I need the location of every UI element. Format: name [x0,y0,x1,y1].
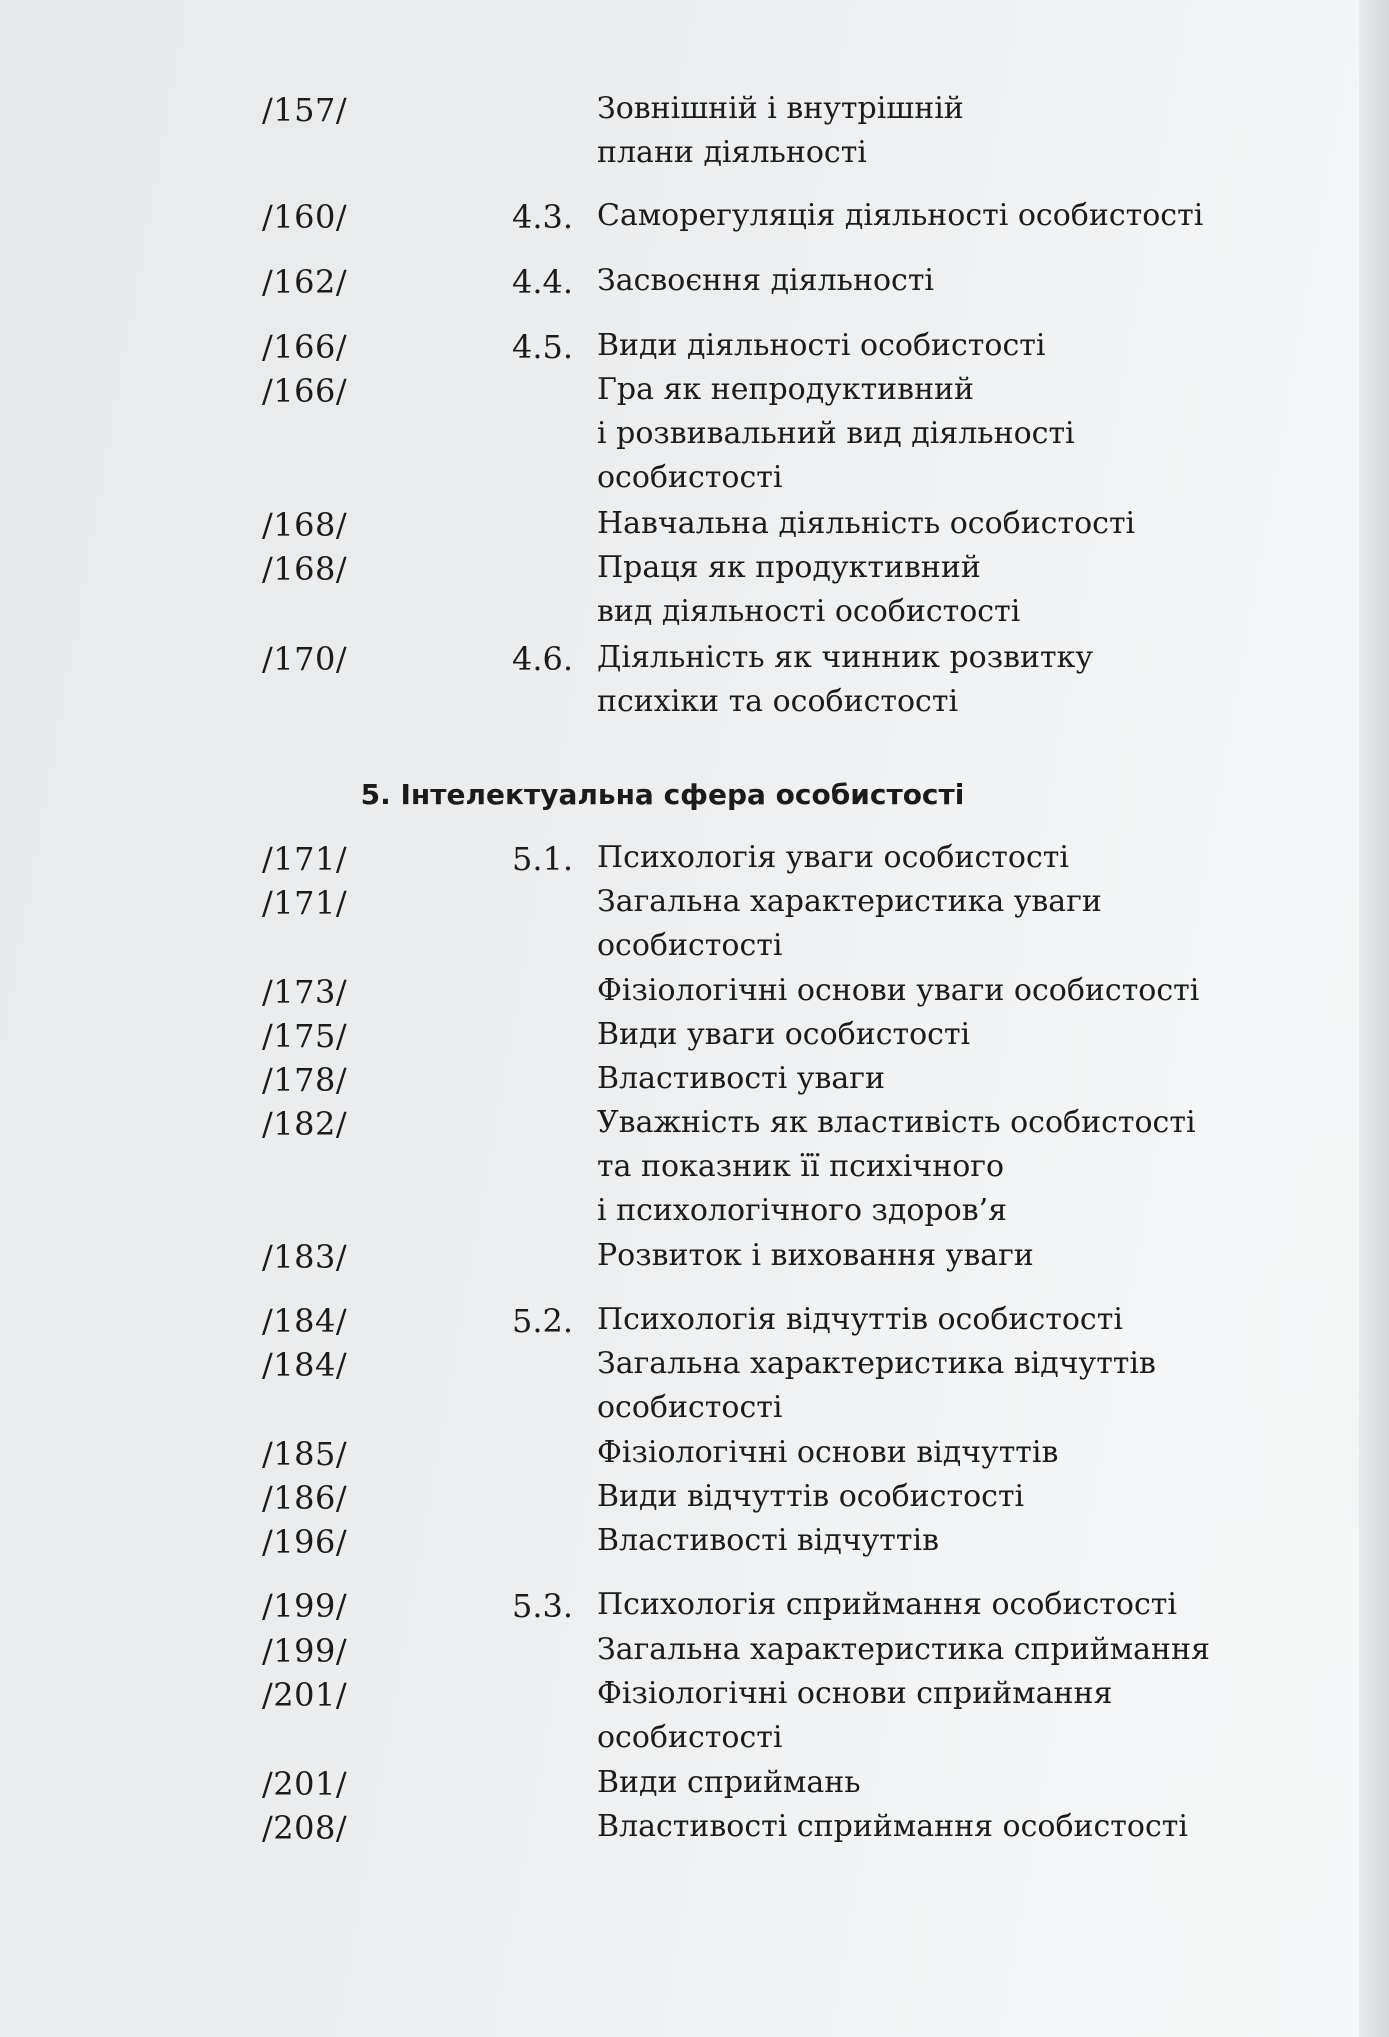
toc-entry [0,1302,1389,1346]
toc-entry [0,263,1389,307]
toc-entry-title-line: Види сприймань [597,1765,861,1800]
toc-page-number: /186/ [262,1479,348,1517]
toc-entry-title-line: особистості [597,1720,783,1755]
toc-entry [0,1765,1389,1809]
toc-entry-title-line: Властивості сприймання особистості [597,1809,1188,1844]
toc-entry-title-line: Психологія сприймання особистості [597,1587,1177,1622]
toc-entry [0,1809,1389,1853]
toc-entry [0,506,1389,550]
toc-entry-title-line: Засвоєння діяльності [597,263,935,298]
toc-entry-title-line: Зовнішній і внутрішній [597,91,964,126]
toc-entry-title-line: плани діяльності [597,135,867,170]
toc-page-number: /182/ [262,1105,348,1143]
toc-entry [0,640,1389,684]
toc-entry-title-line: Загальна характеристика уваги [597,884,1102,919]
toc-entry-title-line: Фізіологічні основи відчуттів [597,1435,1059,1470]
toc-entry-continuation [0,684,1389,728]
toc-entry-title-line: Навчальна діяльність особистості [597,506,1136,541]
toc-entry-title-line: Саморегуляція діяльності особистості [597,198,1204,233]
toc-entry [0,1676,1389,1720]
toc-entry [0,328,1389,372]
toc-page-number: /168/ [262,506,348,544]
toc-entry [0,1017,1389,1061]
toc-page-number: /157/ [262,91,348,129]
toc-entry-title-line: Властивості уваги [597,1061,886,1096]
toc-entry-title-line: Діяльність як чинник розвитку [597,640,1093,675]
toc-entry [0,884,1389,928]
toc-entry-title-line: Фізіологічні основи сприймання [597,1676,1113,1711]
toc-page-number: /171/ [262,840,348,878]
toc-page-number: /162/ [262,263,348,301]
toc-entry-title-line: Загальна характеристика сприймання [597,1632,1210,1667]
toc-section-number: 5.3. [512,1587,574,1625]
toc-entry [0,372,1389,416]
toc-page-number: /201/ [262,1676,348,1714]
toc-entry-continuation [0,1193,1389,1237]
toc-entry-continuation [0,1149,1389,1193]
toc-page-number: /184/ [262,1346,348,1384]
toc-entry-title-line: Праця як продуктивний [597,550,981,585]
toc-page-number: /175/ [262,1017,348,1055]
toc-entry [0,1435,1389,1479]
toc-entry-continuation [0,416,1389,460]
toc-entry-continuation [0,135,1389,179]
toc-page-number: /160/ [262,198,348,236]
toc-entry-title-line: особистості [597,460,783,495]
toc-entry-continuation [0,1390,1389,1434]
toc-page-number: /199/ [262,1587,348,1625]
toc-entry-title-line: психіки та особистості [597,684,959,719]
toc-section-number: 4.6. [512,640,574,678]
toc-page-number: /184/ [262,1302,348,1340]
toc-entry [0,91,1389,135]
toc-entry-title-line: Психологія уваги особистості [597,840,1069,875]
toc-page-number: /208/ [262,1809,348,1847]
toc-page-number: /196/ [262,1523,348,1561]
toc-entry [0,973,1389,1017]
toc-section-number: 5.1. [512,840,574,878]
toc-entry-title-line: Гра як непродуктивний [597,372,975,407]
toc-entry-title-line: і психологічного здоров’я [597,1193,1008,1228]
toc-entry-title-line: Розвиток і виховання уваги [597,1238,1034,1273]
toc-entry [0,1523,1389,1567]
toc-page-number: /199/ [262,1632,348,1670]
toc-entry [0,1632,1389,1676]
toc-entry [0,1587,1389,1631]
toc-entry [0,550,1389,594]
toc-page-number: /170/ [262,640,348,678]
toc-page-number: /168/ [262,550,348,588]
toc-entry-continuation [0,460,1389,504]
toc-section-number: 5.2. [512,1302,574,1340]
toc-section-number: 4.4. [512,263,574,301]
toc-entry-title-line: особистості [597,928,783,963]
toc-page-number: /166/ [262,372,348,410]
toc-section-number: 4.5. [512,328,574,366]
toc-page-number: /166/ [262,328,348,366]
toc-entry-title-line: Загальна характеристика відчуттів [597,1346,1156,1381]
toc-entry-continuation [0,1720,1389,1764]
toc-entry-continuation [0,928,1389,972]
toc-entry-title-line: Уважність як властивість особистості [597,1105,1196,1140]
toc-entry-title-line: Види уваги особистості [597,1017,971,1052]
toc-entry [0,1105,1389,1149]
toc-entry-title-line: Види відчуттів особистості [597,1479,1025,1514]
toc-entry-title-line: Психологія відчуттів особистості [597,1302,1123,1337]
toc-page-number: /171/ [262,884,348,922]
toc-entry-title-line: Властивості відчуттів [597,1523,939,1558]
section-heading: 5. Інтелектуальна сфера особистості [360,778,965,811]
toc-entry [0,1061,1389,1105]
toc-page-number: /173/ [262,973,348,1011]
toc-page-number: /183/ [262,1238,348,1276]
toc-entry-continuation [0,594,1389,638]
toc-entry-title-line: і розвивальний вид діяльності [597,416,1075,451]
toc-entry [0,1479,1389,1523]
toc-page-number: /185/ [262,1435,348,1473]
toc-entry [0,198,1389,242]
toc-entry-title-line: та показник її психічного [597,1149,1005,1184]
toc-entry-title-line: особистості [597,1390,783,1425]
toc-entry-title-line: Фізіологічні основи уваги особистості [597,973,1200,1008]
toc-entry [0,1346,1389,1390]
toc-page-number: /201/ [262,1765,348,1803]
toc-entry-title-line: вид діяльності особистості [597,594,1021,629]
toc-page-number: /178/ [262,1061,348,1099]
toc-entry-title-line: Види діяльності особистості [597,328,1046,363]
toc-section-number: 4.3. [512,198,574,236]
toc-entry [0,840,1389,884]
toc-entry [0,1238,1389,1282]
